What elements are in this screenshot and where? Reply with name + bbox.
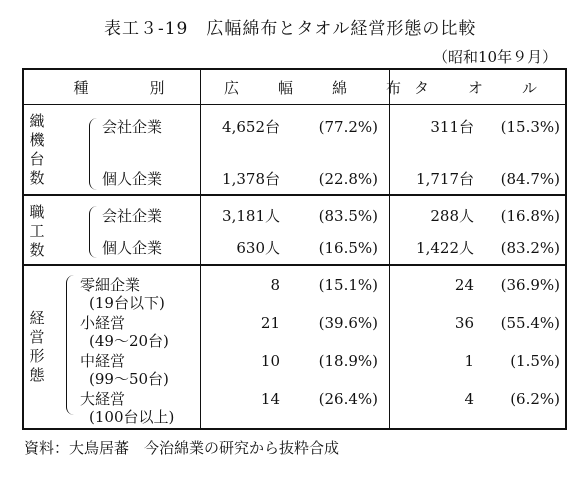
workers-company-towel-pct: (16.8%): [500, 207, 560, 225]
header-category: 種 別: [73, 79, 169, 97]
header-divider: [24, 104, 565, 105]
workers-individual-towel-pct: (83.2%): [500, 239, 560, 257]
management-small-label: 小経営: [80, 314, 126, 332]
brace-workers: [89, 206, 100, 258]
workers-company-broad-value: 3,181人: [222, 207, 280, 225]
section-label-workers: 職工数: [29, 203, 45, 259]
header-towel: タ オ ル: [414, 79, 550, 97]
looms-company-towel-value: 311台: [430, 118, 474, 136]
section-divider-2: [24, 264, 565, 266]
management-medium-towel-pct: (1.5%): [510, 352, 560, 370]
management-large-broad-pct: (26.4%): [318, 390, 378, 408]
management-small-broad-pct: (39.6%): [318, 314, 378, 332]
source-note: 資料：大鳥居蕃 今治綿業の研究から抜粋合成: [24, 439, 340, 457]
management-small-towel-pct: (55.4%): [500, 314, 560, 332]
management-medium-broad-value: 10: [260, 352, 280, 370]
workers-company-label: 会社企業: [102, 207, 163, 225]
workers-company-broad-pct: (83.5%): [318, 207, 378, 225]
looms-company-broad-value: 4,652台: [222, 118, 280, 136]
table-title: 表工３-19 広幅綿布とタオル経営形態の比較: [104, 19, 477, 39]
management-micro-towel-value: 24: [454, 276, 474, 294]
workers-individual-broad-value: 630人: [236, 239, 280, 257]
column-divider-2: [389, 70, 390, 428]
management-micro-sub: (19台以下): [89, 294, 165, 312]
table-subtitle: （昭和10年９月）: [433, 48, 558, 66]
management-micro-broad-value: 8: [270, 276, 280, 294]
management-large-broad-value: 14: [260, 390, 280, 408]
looms-company-label: 会社企業: [102, 118, 163, 136]
management-medium-sub: (99～50台): [89, 370, 169, 388]
management-medium-towel-value: 1: [464, 352, 474, 370]
looms-individual-broad-pct: (22.8%): [318, 170, 378, 188]
workers-individual-towel-value: 1,422人: [416, 239, 474, 257]
management-small-sub: (49～20台): [89, 332, 169, 350]
management-large-towel-value: 4: [464, 390, 474, 408]
looms-individual-towel-pct: (84.7%): [500, 170, 560, 188]
management-large-towel-pct: (6.2%): [510, 390, 560, 408]
management-micro-towel-pct: (36.9%): [500, 276, 560, 294]
looms-company-broad-pct: (77.2%): [318, 118, 378, 136]
workers-individual-label: 個人企業: [102, 239, 163, 257]
brace-management: [66, 275, 77, 415]
header-broad-cloth: 広 幅 綿 布: [224, 79, 414, 97]
column-divider-1: [200, 70, 201, 428]
looms-company-towel-pct: (15.3%): [500, 118, 560, 136]
section-label-looms: 織機台数: [29, 112, 45, 187]
looms-individual-label: 個人企業: [102, 170, 163, 188]
management-medium-label: 中経営: [80, 352, 126, 370]
brace-looms: [89, 118, 100, 190]
looms-individual-towel-value: 1,717台: [416, 170, 474, 188]
workers-company-towel-value: 288人: [430, 207, 474, 225]
management-large-sub: (100台以上): [89, 408, 175, 426]
looms-individual-broad-value: 1,378台: [222, 170, 280, 188]
workers-individual-broad-pct: (16.5%): [318, 239, 378, 257]
management-small-broad-value: 21: [260, 314, 280, 332]
management-micro-label: 零細企業: [80, 276, 141, 294]
management-small-towel-value: 36: [454, 314, 474, 332]
management-large-label: 大経営: [80, 390, 126, 408]
comparison-table: [22, 68, 567, 430]
section-divider-1: [24, 194, 565, 196]
section-label-management: 経営形態: [29, 309, 45, 384]
management-micro-broad-pct: (15.1%): [318, 276, 378, 294]
management-medium-broad-pct: (18.9%): [318, 352, 378, 370]
